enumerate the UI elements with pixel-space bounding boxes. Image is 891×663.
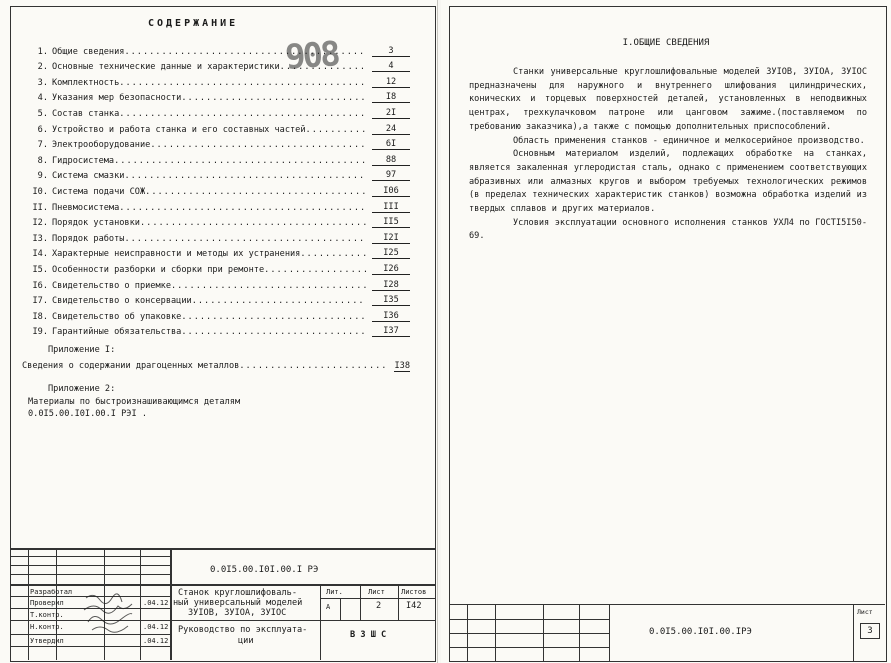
toc-item-text: Устройство и работа станка и его составных частей xyxy=(52,124,306,135)
appendix-1-title: Приложение I: xyxy=(48,345,116,355)
appendix-1-text: Сведения о содержании драгоценных металлов xyxy=(22,361,240,371)
toc-title: СОДЕРЖАНИЕ xyxy=(148,18,239,29)
toc-item-page: I28 xyxy=(372,280,410,291)
paragraph-2: Область применения станков - единичное и мелкосерийное производство. xyxy=(513,135,865,146)
toc-item xyxy=(30,181,410,197)
toc-item xyxy=(30,197,410,213)
toc-item xyxy=(30,244,410,260)
sheet-value: 2 xyxy=(376,601,382,611)
toc-item-text: Гарантийные обязательства xyxy=(52,327,182,338)
right-title-block xyxy=(449,604,885,661)
toc-item-text: Свидетельство об упаковке xyxy=(52,311,182,322)
toc-item-number: 4. xyxy=(37,93,48,104)
stamp-mark: 908 xyxy=(283,34,339,78)
paragraph-1: Станки универсальные круглошлифовальные моделей ЗУIОВ, ЗУIОА, ЗУIОС предназначены для наружного и внутреннего шлифования цилиндрических, конических и торцевых поверхностей деталей, установленных в неподвижных центрах, трехкулачковом патроне или цанговом зажиме.(поставляемом по требованию заказчика),а также с помощью дополнительных приспособлений. xyxy=(469,67,867,132)
table-of-contents xyxy=(30,41,410,337)
toc-item-page: 3 xyxy=(372,46,410,57)
title-block xyxy=(10,548,435,660)
toc-item-page: 24 xyxy=(372,124,410,135)
toc-item-number: I3. xyxy=(32,233,48,244)
toc-item-text: Порядок работы xyxy=(52,233,125,244)
toc-item xyxy=(30,150,410,166)
product-line-2: ный универсальный моделей xyxy=(173,598,303,608)
right-page xyxy=(441,0,891,663)
date-4: .04.12 xyxy=(143,623,169,631)
toc-item xyxy=(30,72,410,88)
signature-scribbles xyxy=(82,590,152,634)
toc-item-text: Основные технические данные и характеристики xyxy=(52,62,280,73)
appendix-2 xyxy=(28,384,241,419)
date-2: .04.12 xyxy=(143,599,169,607)
toc-item-text: Система подачи СОЖ xyxy=(52,186,146,197)
toc-item-page: III xyxy=(372,202,410,213)
toc-item-text: Гидросистема xyxy=(52,155,115,166)
toc-item xyxy=(30,103,410,119)
sheets-label: Листов xyxy=(401,588,427,596)
right-sheet-cell xyxy=(853,605,886,661)
toc-item xyxy=(30,119,410,135)
toc-item-text: Состав станка xyxy=(52,108,120,119)
toc-item-page: 88 xyxy=(372,155,410,166)
appendix-1 xyxy=(22,345,410,372)
toc-item-number: 5. xyxy=(37,108,48,119)
toc-item-text: Указания мер безопасности xyxy=(52,93,182,104)
paragraph-3: Основным материалом изделий, подлежащих обработке на станках, является закаленная углеродистая сталь, однако с применением соответствующих абразивных или алмазных кругов и выбором требуемых технологических режимов (в пределах технических характеристик станков) возможна обработка изделий из твердых сплавов и других материалов. xyxy=(469,149,867,215)
toc-item-page: I35 xyxy=(372,295,410,306)
sheets-value: I42 xyxy=(406,601,422,611)
toc-item-text: Порядок установки xyxy=(52,218,140,229)
section-body xyxy=(469,66,867,244)
right-sheet-number: 3 xyxy=(860,623,880,639)
toc-item-page: 12 xyxy=(372,77,410,88)
toc-item-text: Комплектность xyxy=(52,77,120,88)
doc-type-line-2: ции xyxy=(238,636,254,646)
toc-item-number: 7. xyxy=(37,140,48,151)
toc-item xyxy=(30,275,410,291)
toc-item-page: 2I xyxy=(372,108,410,119)
toc-item-text: Свидетельство о приемке xyxy=(52,280,171,291)
toc-item-text: Общие сведения xyxy=(52,46,125,57)
toc-item-page: I25 xyxy=(372,248,410,259)
toc-item-number: 3. xyxy=(37,77,48,88)
toc-item-number: 9. xyxy=(37,171,48,182)
lit-label: Лит. xyxy=(326,588,343,596)
product-line-1: Станок круглошлифоваль- xyxy=(178,588,297,598)
toc-item xyxy=(30,213,410,229)
toc-item-text: Характерные неисправности и методы их устранения xyxy=(52,249,301,260)
organization: В З Ш С xyxy=(350,630,387,640)
toc-item-text: Особенности разборки и сборки при ремонте xyxy=(52,264,265,275)
toc-item-text: Система смазки xyxy=(52,171,125,182)
doc-type-line-1: Руководство по эксплуата- xyxy=(178,625,308,635)
lit-value: А xyxy=(326,603,331,611)
toc-item-number: 1. xyxy=(37,46,48,57)
left-page xyxy=(0,0,438,663)
person-2: Проверил xyxy=(30,599,64,607)
toc-item-number: I2. xyxy=(32,218,48,229)
right-footer-code: 0.0I5.00.I0I.00.IРЭ xyxy=(649,627,752,637)
product-line-3: ЗУIОВ, ЗУIОА, ЗУIОС xyxy=(188,608,287,618)
toc-item xyxy=(30,166,410,182)
toc-item-page: 4 xyxy=(372,61,410,72)
toc-item-number: I5. xyxy=(32,264,48,275)
section-title: I.ОБЩИЕ СВЕДЕНИЯ xyxy=(622,38,710,48)
person-1: Разработал xyxy=(30,588,73,596)
toc-item-page: I37 xyxy=(372,326,410,337)
toc-item-number: I4. xyxy=(32,249,48,260)
toc-item-number: I7. xyxy=(32,296,48,307)
appendix-1-page: I38 xyxy=(394,361,410,371)
toc-item-text: Свидетельство о консервации xyxy=(52,296,192,307)
toc-item xyxy=(30,259,410,275)
toc-item-number: I9. xyxy=(32,327,48,338)
toc-item-number: 2. xyxy=(37,62,48,73)
toc-item-page: II5 xyxy=(372,217,410,228)
toc-item xyxy=(30,322,410,338)
toc-item-page: I8 xyxy=(372,92,410,103)
toc-item-page: I26 xyxy=(372,264,410,275)
toc-item xyxy=(30,88,410,104)
toc-item-text: Электрооборудование xyxy=(52,140,151,151)
toc-item xyxy=(30,306,410,322)
toc-item-page: I36 xyxy=(372,311,410,322)
toc-item-number: I8. xyxy=(32,311,48,322)
date-5: .04.12 xyxy=(143,637,169,645)
toc-item-number: I0. xyxy=(32,186,48,197)
person-3: Т.контр. xyxy=(30,611,64,619)
paragraph-4: Условия эксплуатации основного исполнения станков УХЛ4 по ГОСТI5I50-69. xyxy=(469,217,867,242)
sheet-label: Лист xyxy=(368,588,385,596)
toc-item-page: I2I xyxy=(372,233,410,244)
toc-item-page: 97 xyxy=(372,170,410,181)
appendix-2-line1: Материалы по быстроизнашивающимся деталям xyxy=(28,397,241,407)
right-sheet-label: Лист xyxy=(857,608,873,616)
title-block-doc-code: 0.0I5.00.I0I.00.I РЭ xyxy=(210,565,319,575)
person-5: Утвердил xyxy=(30,637,64,645)
toc-item xyxy=(30,228,410,244)
toc-item-page: 6I xyxy=(372,139,410,150)
toc-item-number: 8. xyxy=(37,155,48,166)
appendix-2-line2: 0.0I5.00.I0I.00.I РЭI . xyxy=(28,409,147,419)
toc-item-page: I06 xyxy=(372,186,410,197)
toc-item-number: 6. xyxy=(37,124,48,135)
toc-item xyxy=(30,291,410,307)
appendix-2-title: Приложение 2: xyxy=(48,384,116,394)
toc-item-number: I6. xyxy=(32,280,48,291)
toc-item-number: II. xyxy=(32,202,48,213)
toc-item-text: Пневмосистема xyxy=(52,202,120,213)
toc-item xyxy=(30,135,410,151)
person-4: Н.контр. xyxy=(30,623,64,631)
